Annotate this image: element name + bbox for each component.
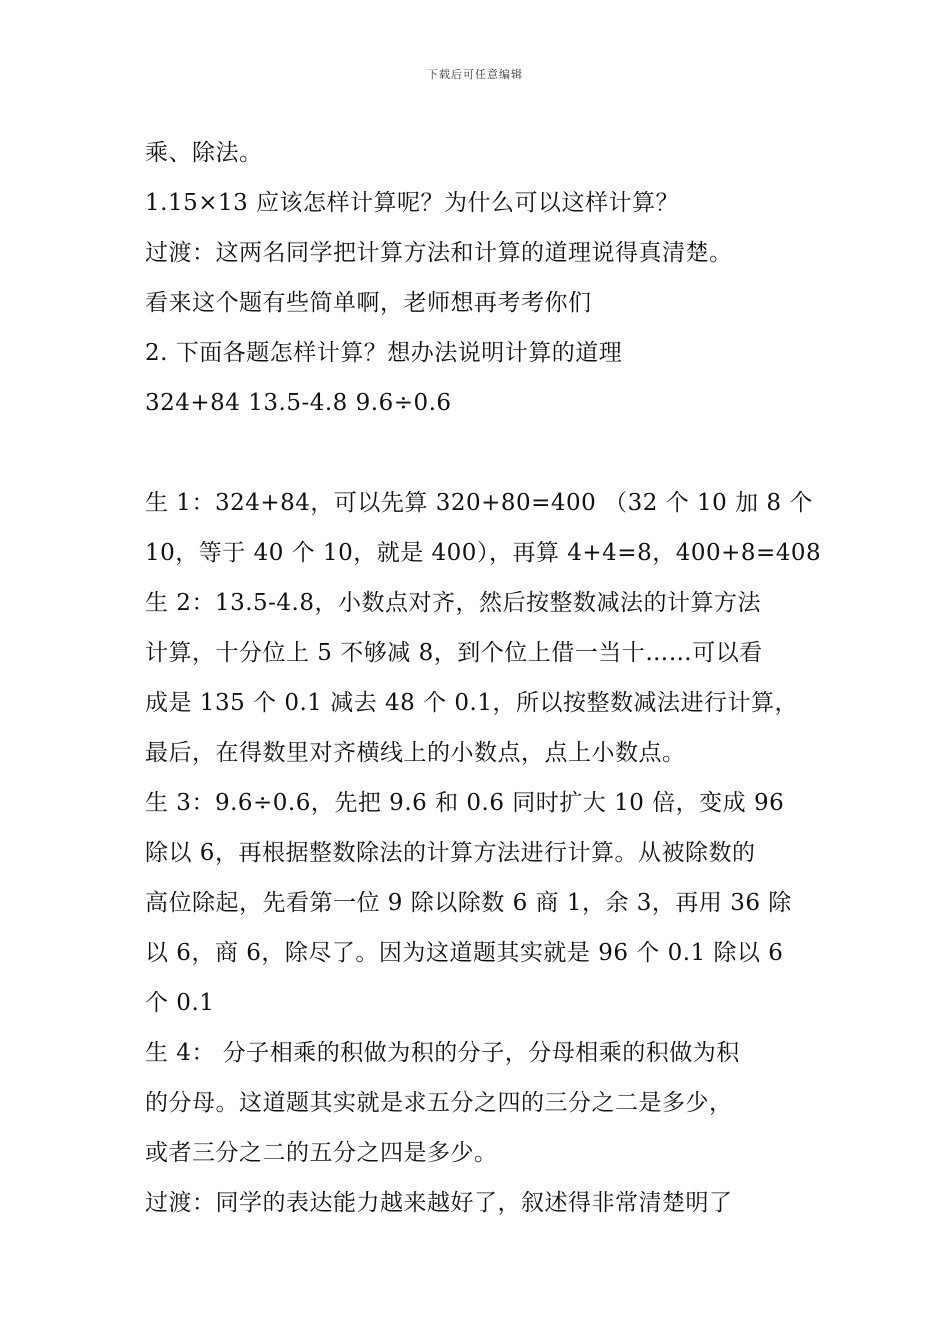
text-line: 1.15×13 应该怎样计算呢？为什么可以这样计算？ (145, 190, 680, 216)
text-line: 生 3：9.6÷0.6，先把 9.6 和 0.6 同时扩大 10 倍，变成 96 (145, 790, 785, 816)
text-line: 或者三分之二的五分之四是多少。 (145, 1140, 498, 1166)
text-line: 过渡：同学的表达能力越来越好了，叙述得非常清楚明了 (145, 1190, 733, 1216)
text-line: 除以 6，再根据整数除法的计算方法进行计算。从被除数的 (145, 840, 756, 866)
text-line: 2. 下面各题怎样计算？想办法说明计算的道理 (145, 340, 623, 366)
text-line: 生 1：324+84，可以先算 320+80=400 （32 个 10 加 8 个 (145, 490, 813, 516)
text-line: 乘、除法。 (145, 140, 263, 166)
text-line: 计算，十分位上 5 不够减 8，到个位上借一当十……可以看 (145, 640, 763, 666)
text-line: 个 0.1 (145, 990, 215, 1016)
text-line: 生 2：13.5-4.8，小数点对齐，然后按整数减法的计算方法 (145, 590, 762, 616)
text-line: 过渡：这两名同学把计算方法和计算的道理说得真清楚。 (145, 240, 733, 266)
text-line: 最后，在得数里对齐横线上的小数点，点上小数点。 (145, 740, 686, 766)
document-body (145, 128, 822, 1228)
text-line: 324+84 13.5-4.8 9.6÷0.6 (145, 390, 452, 416)
blank-line (145, 428, 815, 478)
page-header: 下载后可任意编辑 (427, 68, 523, 81)
text-line: 看来这个题有些简单啊，老师想再考考你们 (145, 290, 592, 316)
text-line: 高位除起，先看第一位 9 除以除数 6 商 1，余 3，再用 36 除 (145, 890, 792, 916)
text-line: 生 4： 分子相乘的积做为积的分子，分母相乘的积做为积 (145, 1040, 740, 1066)
text-line: 以 6，商 6，除尽了。因为这道题其实就是 96 个 0.1 除以 6 (145, 940, 784, 966)
text-line: 成是 135 个 0.1 减去 48 个 0.1，所以按整数减法进行计算， (145, 690, 798, 716)
text-line: 10，等于 40 个 10，就是 400），再算 4+4=8，400+8=408 (145, 540, 822, 566)
text-line: 的分母。这道题其实就是求五分之四的三分之二是多少， (145, 1090, 733, 1116)
